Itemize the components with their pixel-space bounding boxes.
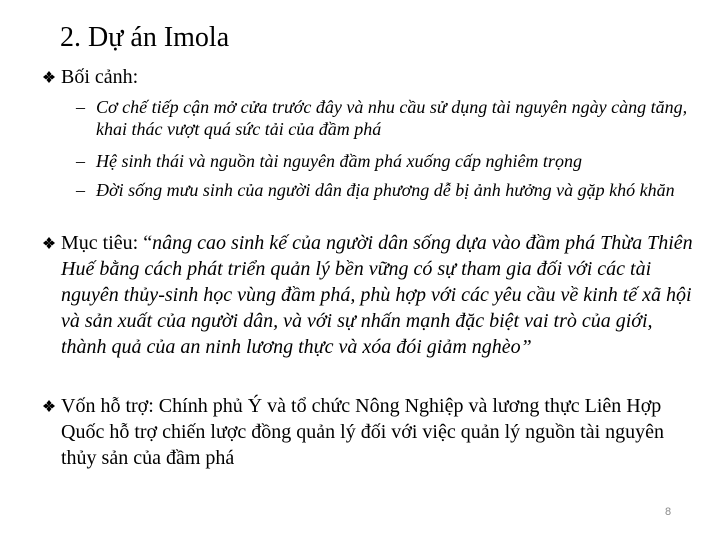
diamond-bullet-icon [41, 230, 57, 256]
bullet-funding [41, 393, 701, 471]
sub-item-text: Hệ sinh thái và nguồn tài nguyên đầm phá xuống cấp nghiêm trọng [96, 151, 582, 171]
bullet-objective [41, 230, 701, 360]
sub-item-text: Đời sống mưu sinh của người dân địa phương dễ bị ảnh hưởng và gặp khó khăn [96, 180, 675, 200]
sub-item: – Cơ chế tiếp cận mở cửa trước đây và nhu cầu sử dụng tài nguyên ngày càng tăng, khai thác vượt quá sức tải của đầm phá [76, 96, 696, 140]
bullet-objective-text: nâng cao sinh kế của người dân sống dựa vào đầm phá Thừa Thiên Huế bằng cách phát triển quản lý bền vững có sự tham gia đối với các tài nguyên thủy-sinh học vùng đầm phá, phù hợp với các yêu cầu về kinh tế xã hội và sản xuất của người dân, và với sự nhấn mạnh đặc biệt vai trò của giới, thành quả của an ninh lương thực và xóa đói giảm nghèo” [61, 232, 693, 358]
sub-item: – Đời sống mưu sinh của người dân địa phương dễ bị ảnh hưởng và gặp khó khăn [76, 179, 696, 201]
page-number: 8 [665, 506, 672, 518]
diamond-bullet-icon [41, 393, 57, 419]
slide-title: 2. Dự án Imola [60, 22, 230, 53]
bullet-background-label: Bối cảnh: [61, 66, 139, 88]
bullet-background [41, 64, 681, 90]
bullet-funding-text: Vốn hỗ trợ: Chính phủ Ý và tổ chức Nông Nghiệp và lương thực Liên Hợp Quốc hỗ trợ chiến lược đồng quản lý đối với việc quản lý nguồn tài nguyên thủy sản của đầm phá [61, 395, 665, 469]
diamond-bullet-icon [41, 64, 57, 90]
bullet-objective-label: Mục tiêu: “ [61, 232, 153, 254]
sub-item-text: Cơ chế tiếp cận mở cửa trước đây và nhu cầu sử dụng tài nguyên ngày càng tăng, khai thác vượt quá sức tải của đầm phá [96, 97, 688, 139]
sub-item: – Hệ sinh thái và nguồn tài nguyên đầm phá xuống cấp nghiêm trọng [76, 150, 696, 172]
